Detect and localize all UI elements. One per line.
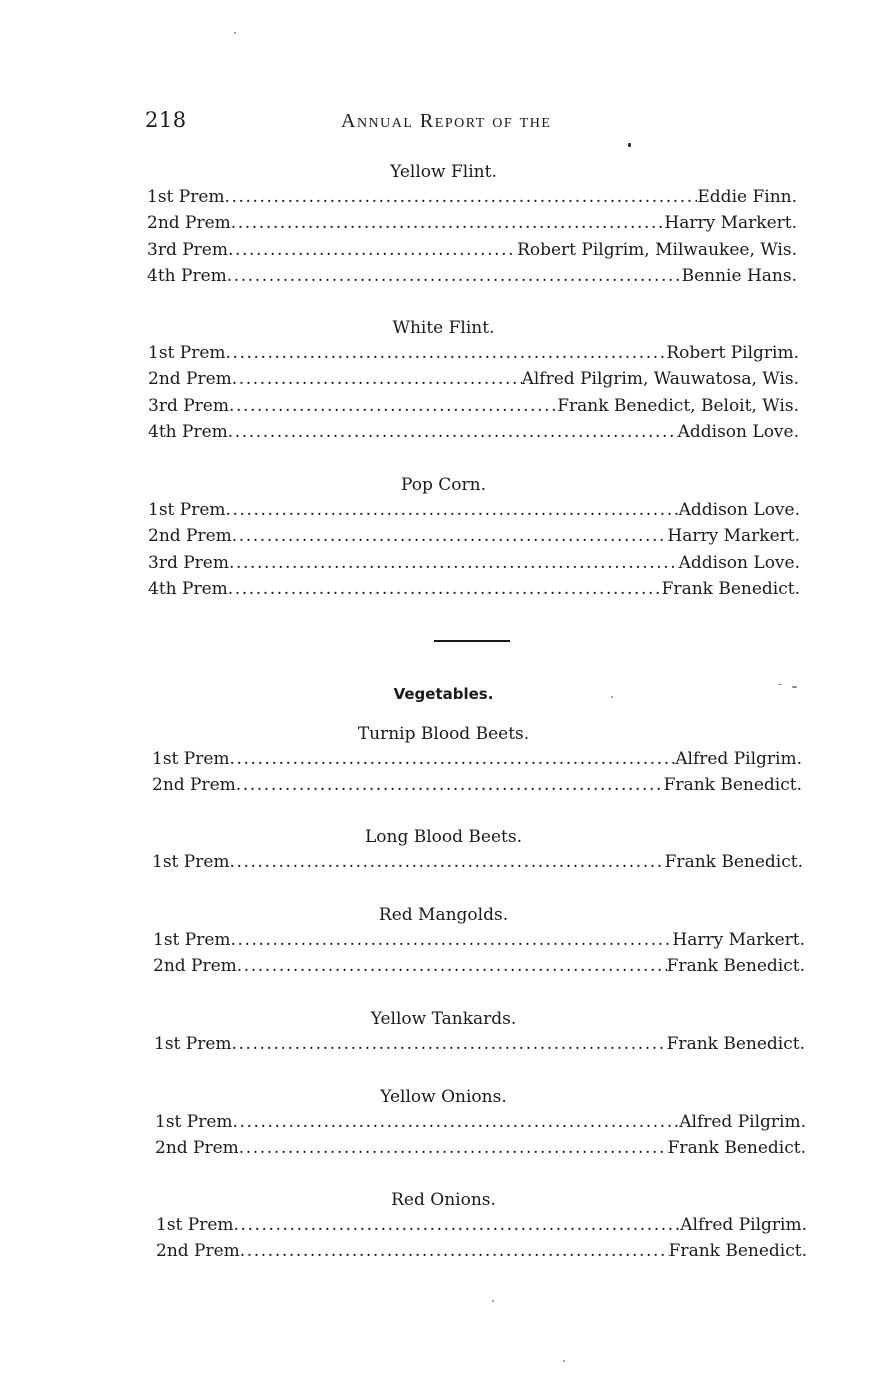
vegetables-heading-block <box>0 682 887 706</box>
award-entry <box>147 263 797 289</box>
page-number: 218 <box>145 108 187 132</box>
award-entry <box>156 1212 807 1238</box>
scan-speck <box>628 143 631 147</box>
section-yellow-tankards <box>0 1007 887 1057</box>
leader-dots <box>227 263 682 289</box>
award-winner: Frank Benedict, Beloit, Wis. <box>557 395 799 416</box>
award-winner: Frank Benedict. <box>668 1241 807 1262</box>
section-title: Yellow Tankards. <box>370 1009 517 1029</box>
leader-dots <box>232 366 522 392</box>
leader-dots <box>229 393 557 419</box>
section-title: Red Onions. <box>391 1190 496 1210</box>
section-red-onions <box>0 1188 887 1265</box>
award-winner: Frank Benedict. <box>666 1034 805 1054</box>
award-rank: 3rd Prem <box>148 552 229 573</box>
award-winner: Frank Benedict. <box>664 852 803 872</box>
section-yellow-flint <box>0 160 887 289</box>
award-entry <box>147 237 797 263</box>
award-winner: Addison Love. <box>677 421 799 442</box>
vegetables-heading: Vegetables. <box>393 685 494 703</box>
leader-dots <box>239 1135 668 1161</box>
award-rank: 4th Prem <box>148 421 228 442</box>
leader-dots <box>231 927 673 953</box>
award-entry <box>155 1109 806 1135</box>
scan-speck <box>792 686 797 688</box>
leader-dots <box>229 550 679 576</box>
award-rank: 2nd Prem <box>147 213 231 234</box>
award-entry <box>155 1135 806 1161</box>
award-winner: Harry Markert. <box>672 930 805 950</box>
section-red-mangolds <box>0 903 887 980</box>
award-rank: 4th Prem <box>148 578 228 599</box>
award-winner: Frank Benedict. <box>667 1138 806 1159</box>
leader-dots <box>226 340 667 366</box>
award-rank: 2nd Prem <box>156 1241 240 1262</box>
award-rank: 1st Prem <box>152 749 230 769</box>
award-winner: Frank Benedict. <box>666 956 805 977</box>
award-entry <box>154 1031 805 1057</box>
award-winner: Robert Pilgrim. <box>666 343 799 363</box>
award-entry <box>152 772 802 798</box>
leader-dots <box>228 419 678 445</box>
award-winner: Harry Markert. <box>664 213 797 234</box>
section-pop-corn <box>0 473 887 602</box>
award-rank: 1st Prem <box>153 930 231 950</box>
leader-dots <box>230 849 665 875</box>
award-winner: Frank Benedict. <box>663 775 802 796</box>
leader-dots <box>228 576 662 602</box>
section-title: White Flint. <box>392 318 495 338</box>
award-entry <box>148 497 800 523</box>
award-entry <box>148 523 800 549</box>
award-entry <box>148 340 799 366</box>
running-title: Annual Report of the <box>341 110 552 132</box>
award-winner: Addison Love. <box>678 552 800 573</box>
award-winner: Harry Markert. <box>667 526 800 547</box>
leader-dots <box>228 237 517 263</box>
leader-dots <box>236 772 664 798</box>
award-entry <box>152 746 802 772</box>
award-entry <box>156 1238 807 1264</box>
award-rank: 3rd Prem <box>147 239 228 260</box>
award-winner: Addison Love. <box>678 500 800 520</box>
award-entry <box>147 184 797 210</box>
page-header <box>145 108 805 138</box>
award-entry <box>147 210 797 236</box>
award-winner: Bennie Hans. <box>681 265 797 286</box>
award-entry <box>148 419 799 445</box>
award-winner: Alfred Pilgrim. <box>675 749 802 769</box>
section-long-blood-beets <box>0 825 887 875</box>
leader-dots <box>231 210 665 236</box>
leader-dots <box>240 1238 669 1264</box>
section-title: Yellow Onions. <box>380 1087 507 1107</box>
award-rank: 1st Prem <box>154 1034 232 1054</box>
award-winner: Alfred Pilgrim. <box>679 1112 806 1132</box>
leader-dots <box>232 1031 667 1057</box>
award-entry <box>148 576 800 602</box>
section-divider-rule <box>434 640 510 642</box>
award-winner: Eddie Finn. <box>697 187 797 207</box>
award-rank: 1st Prem <box>156 1215 234 1235</box>
award-rank: 1st Prem <box>155 1112 233 1132</box>
leader-dots <box>233 1109 680 1135</box>
award-rank: 1st Prem <box>152 852 230 872</box>
award-rank: 1st Prem <box>148 500 226 520</box>
leader-dots <box>225 184 698 210</box>
leader-dots <box>226 497 679 523</box>
award-entry <box>153 927 805 953</box>
leader-dots <box>234 1212 681 1238</box>
award-entry <box>148 366 799 392</box>
award-rank: 2nd Prem <box>153 956 237 977</box>
section-title: Pop Corn. <box>401 475 486 495</box>
section-yellow-onions <box>0 1085 887 1162</box>
scan-speck <box>611 696 613 698</box>
award-entry <box>153 953 805 979</box>
award-rank: 2nd Prem <box>152 775 236 796</box>
award-rank: 1st Prem <box>148 343 226 363</box>
award-rank: 4th Prem <box>147 265 227 286</box>
award-rank: 3rd Prem <box>148 395 229 416</box>
section-title: Yellow Flint. <box>390 162 497 182</box>
section-white-flint <box>0 316 887 445</box>
scan-speck <box>563 1360 565 1362</box>
section-title: Red Mangolds. <box>378 905 509 925</box>
award-winner: Alfred Pilgrim. <box>680 1215 807 1235</box>
award-rank: 2nd Prem <box>148 369 232 390</box>
award-winner: Robert Pilgrim, Milwaukee, Wis. <box>517 239 797 260</box>
award-entry <box>148 550 800 576</box>
leader-dots <box>237 953 667 979</box>
award-rank: 2nd Prem <box>155 1138 239 1159</box>
scan-speck <box>234 32 236 34</box>
leader-dots <box>230 746 676 772</box>
scan-speck <box>778 684 782 685</box>
award-winner: Alfred Pilgrim, Wauwatosa, Wis. <box>521 369 799 390</box>
section-title: Turnip Blood Beets. <box>357 724 530 744</box>
award-winner: Frank Benedict. <box>661 578 800 599</box>
award-rank: 1st Prem <box>147 187 225 207</box>
scan-speck <box>492 1300 494 1302</box>
section-title: Long Blood Beets. <box>364 827 523 847</box>
award-entry <box>148 393 799 419</box>
section-turnip-blood-beets <box>0 722 887 799</box>
award-entry <box>152 849 803 875</box>
leader-dots <box>232 523 668 549</box>
award-rank: 2nd Prem <box>148 526 232 547</box>
